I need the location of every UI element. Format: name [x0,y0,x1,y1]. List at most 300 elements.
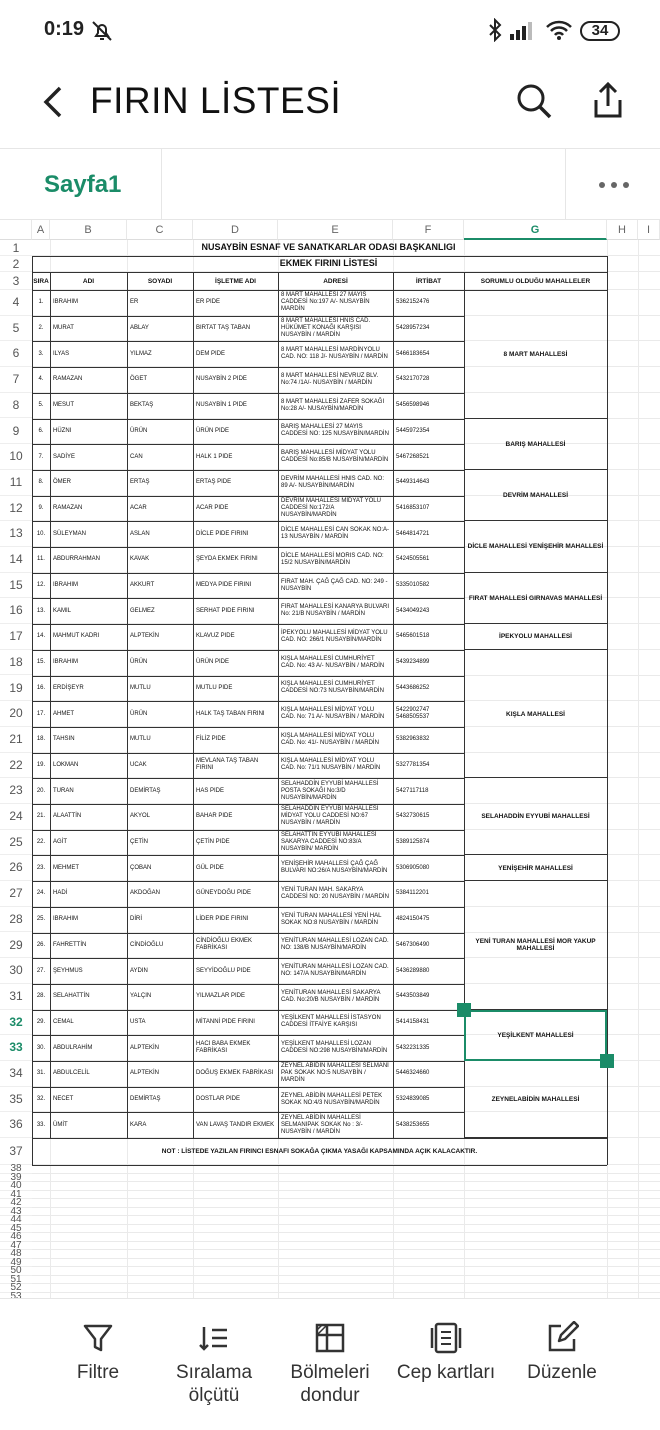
table-cell[interactable]: 8 MART MAHALLESİ NEVRUZ BLV. No:74 /1A/- NUSAYBİN / MARDİN [281,372,379,386]
table-cell[interactable]: 8 MART MAHALLESİ MARDİNYOLU CAD. NO: 118 J/- NUSAYBİN / MARDİN [281,347,388,361]
table-cell[interactable]: AKDOĞAN [130,890,161,897]
more-options-icon[interactable] [565,149,660,219]
table-cell[interactable]: HADİ [53,890,68,897]
table-cell[interactable]: HALK 1 PIDE [196,453,233,460]
table-cell[interactable]: 28. [36,993,46,1000]
neighborhood-cell[interactable]: SELAHADDİN EYYUBİ MAHALLESİ [481,813,590,821]
share-icon[interactable] [590,80,626,125]
table-cell[interactable]: 8 MART MAHALLESİ HNIS CAD. HÜKÜMET KONAĞI KARŞISI NUSAYBİN / MARDİN [281,318,371,339]
column-header-h[interactable]: H [607,220,638,240]
table-cell[interactable]: BARIŞ MAHALLESİ 27 MAYIS CADDESİ NO: 125 NUSAYBİN/MARDİN [281,424,389,438]
row-header[interactable]: 21 [0,727,32,753]
table-cell[interactable]: DOSTLAR PIDE [196,1096,241,1103]
table-cell[interactable]: 20. [36,787,46,794]
table-cell[interactable]: ÖGET [130,376,148,383]
table-cell[interactable]: GELMEZ [130,607,155,614]
table-cell[interactable]: ABLAY [130,325,149,332]
neighborhood-cell[interactable]: ZEYNELABİDİN MAHALLESİ [491,1096,580,1104]
table-cell[interactable]: IBRAHIM [53,916,79,923]
table-cell[interactable]: 5467268521 [396,453,430,460]
table-cell[interactable]: KIŞLA MAHALLESİ MİDYAT YOLU CAD. No: 71/1 NUSAYBİN / MARDİN [281,758,381,772]
table-cell[interactable]: ALPTEKİN [130,1044,160,1051]
table-cell[interactable]: 3. [38,350,44,357]
neighborhood-cell[interactable]: FIRAT MAHALLESİ GIRNAVAS MAHALLESİ [468,594,603,602]
table-cell[interactable]: 32. [36,1096,46,1103]
table-cell[interactable]: IBRAHIM [53,299,79,306]
table-cell[interactable]: FIRAT MAH. ÇAĞ ÇAĞ CAD. NO: 249 - NUSAYBİN [281,578,388,592]
table-cell[interactable]: 5416853107 [396,504,430,511]
neighborhood-cell[interactable]: YEŞİLKENT MAHALLESİ [497,1031,574,1039]
table-cell[interactable]: YEŞİLKENT MAHALLESİ LOZAN CADDESİ NO:298 NUSAYBİN/MARDİN [281,1041,388,1055]
table-cell[interactable]: MEDYA PIDE FIRINI [196,582,252,589]
row-header[interactable]: 5 [0,316,32,342]
table-cell[interactable]: KLAVUZ PIDE [196,633,235,640]
row-header[interactable]: 51 [0,1276,32,1285]
row-header[interactable]: 19 [0,676,32,702]
table-header-cell[interactable]: SORUMLU OLDUĞU MAHALLELER [480,277,591,285]
table-cell[interactable]: BEKTAŞ [130,402,154,409]
table-cell[interactable]: DEVRİM MAHALLESİ HNIS CAD. NO: 89 A/- NUSAYBİN/MARDİN [281,475,385,489]
pocket-cards-button[interactable] [386,1321,506,1384]
row-header[interactable]: 15 [0,573,32,599]
table-cell[interactable]: SEYYİDOĞLU PIDE [196,967,251,974]
row-header[interactable]: 1 [0,240,32,256]
row-header[interactable]: 3 [0,272,32,290]
table-cell[interactable]: 16. [36,684,46,691]
table-cell[interactable]: MEVLANA TAŞ TABAN FIRINI [196,758,259,772]
table-cell[interactable]: MURAT [53,325,74,332]
table-cell[interactable]: RAMAZAN [53,504,83,511]
table-cell[interactable]: DİCLE MAHALLESİ MORIS CAD. NO: 15/2 NUSAYBİN/MARDİN [281,552,384,566]
filter-button[interactable] [38,1321,158,1384]
table-cell[interactable]: AYDIN [130,967,148,974]
select-all-corner[interactable] [0,220,32,240]
row-header[interactable]: 12 [0,496,32,522]
row-header[interactable]: 39 [0,1174,32,1183]
table-cell[interactable]: YENİTURAN MAHALLESİ SAKARYA CAD. No:20/B NUSAYBİN / MARDİN [281,989,381,1003]
table-cell[interactable]: SELAHATTİN EYYUBİ MAHALLESİ SAKARYA CADDESİ NO:83/A NUSAYBİN/ MARDİN [281,832,377,853]
table-cell[interactable]: IBRAHIM [53,659,79,666]
table-cell[interactable]: CAN [130,453,143,460]
row-header[interactable]: 52 [0,1284,32,1293]
table-cell[interactable]: 31. [36,1070,46,1077]
table-cell[interactable]: 5384112201 [396,890,429,897]
table-cell[interactable]: LOKMAN [53,761,79,768]
table-cell[interactable]: VAN LAVAŞ TANDIR EKMEK [196,1121,275,1128]
table-cell[interactable]: SELAHADDİN EYYUBİ MAHALLESİ MİDYAT YOLU CADDESİ NO:67 NUSAYBİN / MARDİN [281,806,379,827]
table-cell[interactable]: ABDULCELİL [53,1070,90,1077]
table-cell[interactable]: 8. [38,479,44,486]
table-cell[interactable]: 18. [36,736,46,743]
table-cell[interactable]: ZEYNEL ABİDİN MAHALLESİ SELMANIPAK SOKAK No : 3/- NUSAYBİN / MARDİN [281,1114,363,1135]
table-cell[interactable]: ILYAS [53,350,70,357]
table-cell[interactable]: YALÇIN [130,993,152,1000]
table-cell[interactable]: 27. [36,967,46,974]
neighborhood-cell[interactable]: İPEKYOLU MAHALLESİ [499,633,572,641]
table-cell[interactable]: DOĞUŞ EKMEK FABRİKASI [196,1070,274,1077]
row-header[interactable]: 34 [0,1061,32,1087]
table-border [32,573,464,574]
table-cell[interactable]: 5414158431 [396,1018,430,1025]
neighborhood-cell[interactable]: 8 MART MAHALLESİ [503,350,568,358]
table-cell[interactable]: 5456598946 [396,402,430,409]
table-cell[interactable]: MAHMUT KADRI [53,633,100,640]
table-cell[interactable]: YENİ TURAN MAH. SAKARYA CADDESİ NO: 20 NUSAYBİN / MARDİN [281,886,389,900]
table-cell[interactable]: ER PIDE [196,299,221,306]
column-header-f[interactable]: F [393,220,464,240]
table-cell[interactable]: 10. [36,530,46,537]
table-cell[interactable]: 5445972354 [396,427,430,434]
table-cell[interactable]: ÇOBAN [130,864,152,871]
table-cell[interactable]: 5335010582 [396,582,430,589]
table-cell[interactable]: FİLİZ PIDE [196,736,226,743]
table-cell[interactable]: DİCLE PIDE FIRINI [196,530,249,537]
row-header[interactable]: 37 [0,1138,32,1165]
table-cell[interactable]: NECET [53,1096,74,1103]
table-cell[interactable]: 5438253655 [396,1121,430,1128]
row-header[interactable]: 28 [0,907,32,933]
row-header[interactable]: 4 [0,290,32,316]
table-cell[interactable]: ŞEYHMUS [53,967,83,974]
table-cell[interactable]: GÜL PIDE [196,864,224,871]
table-cell[interactable]: LİDER PIDE FIRINI [196,916,249,923]
table-cell[interactable]: YENİŞEHİR MAHALLESİ ÇAĞ ÇAĞ BULVARI NO:26/A NUSAYBİN/MARDİN [281,861,388,875]
table-cell[interactable]: ALPTEKİN [130,1070,160,1077]
table-border [32,881,464,882]
neighborhood-cell[interactable]: YENİ TURAN MAHALLESİ MOR YAKUP MAHALLESİ [475,938,596,953]
table-header-cell[interactable]: İRTİBAT [415,277,442,285]
table-cell[interactable]: DİCLE MAHALLESİ CAN SOKAK NO:A-13 NUSAYBİN / MARDİN [281,527,390,541]
table-cell[interactable]: 5432170728 [396,376,430,383]
table-cell[interactable]: HALK TAŞ TABAN FIRINI [196,710,265,717]
table-cell[interactable]: ÜRÜN [130,427,148,434]
row-header[interactable]: 31 [0,984,32,1010]
table-cell[interactable]: 5443686252 [396,684,430,691]
row-header[interactable]: 47 [0,1242,32,1251]
row-header[interactable]: 11 [0,470,32,496]
table-cell[interactable]: ALPTEKİN [130,633,160,640]
row-header[interactable]: 20 [0,701,32,727]
table-cell[interactable]: KARA [130,1121,147,1128]
table-cell[interactable]: 26. [36,941,46,948]
table-cell[interactable]: SELAHADDİN EYYUBİ MAHALLESİ POSTA SOKAĞI No:3/D NUSAYBİN/MARDİN [281,780,379,801]
table-cell[interactable]: ÜRÜN PIDE [196,427,230,434]
row-header[interactable]: 13 [0,521,32,547]
table-cell[interactable]: 5324839085 [396,1096,430,1103]
row-header[interactable]: 17 [0,624,32,650]
table-cell[interactable]: 5443503849 [396,993,430,1000]
edit-button[interactable] [502,1321,622,1384]
sheet-title-1: NUSAYBİN ESNAF VE SANATKARLAR ODASI BAŞKANLIGI [201,242,456,252]
table-cell[interactable]: 17. [36,710,46,717]
table-cell[interactable]: 5. [38,402,44,409]
table-cell[interactable]: CİNDİOĞLU EKMEK FABRİKASI [196,938,253,952]
table-cell[interactable]: DEVRİM MAHALLESİ MİDYAT YOLU CADDESİ No:172/A NUSAYBİN/MARDİN [281,497,381,518]
table-cell[interactable]: FAHRETTİN [53,941,87,948]
table-cell[interactable]: ZEYNEL ABİDİN MAHALLESİ SELMANİ PAK SOKAK NO:5 NUSAYBİN / MARDİN [281,1063,389,1084]
table-cell[interactable]: DİRİ [130,916,142,923]
column-header-d[interactable]: D [193,220,278,240]
column-header-c[interactable]: C [127,220,193,240]
table-cell[interactable]: 22. [36,839,46,846]
table-cell[interactable]: ABDURRAHMAN [53,556,101,563]
table-cell[interactable]: 19. [36,761,46,768]
table-cell[interactable]: 9. [38,504,44,511]
table-cell[interactable]: ERTAŞ [130,479,150,486]
table-cell[interactable]: 4824150475 [396,916,430,923]
table-cell[interactable]: 12. [36,582,46,589]
table-cell[interactable]: 7. [38,453,44,460]
table-cell[interactable]: ÜRÜN [130,710,148,717]
table-cell[interactable]: AHMET [53,710,74,717]
table-cell[interactable]: ÖMER [53,479,71,486]
row-header[interactable]: 48 [0,1250,32,1259]
row-header[interactable]: 36 [0,1112,32,1138]
table-cell[interactable]: 5389125874 [396,839,430,846]
table-header-cell[interactable]: ADI [82,277,95,285]
table-cell[interactable]: TAHSIN [53,736,75,743]
table-cell[interactable]: FIRAT MAHALLESİ KANARYA BULVARI No: 21/B NUSAYBİN / MARDİN [281,604,390,618]
table-cell[interactable]: BAHAR PIDE [196,813,233,820]
table-cell[interactable]: 24. [36,890,46,897]
table-cell[interactable]: 15. [36,659,46,666]
row-header[interactable]: 32 [0,1010,32,1036]
table-cell[interactable]: IBRAHIM [53,582,79,589]
table-header-cell[interactable]: İŞLETME ADI [215,277,256,285]
neighborhood-cell[interactable]: DİCLE MAHALLESİ YENİŞEHİR MAHALLESİ [467,543,604,551]
table-border [32,984,464,985]
row-header[interactable]: 43 [0,1208,32,1217]
row-header[interactable]: 26 [0,855,32,881]
row-header[interactable]: 49 [0,1259,32,1268]
table-cell[interactable]: 5422902747 5468505537 [396,707,430,721]
table-cell[interactable]: ÜRÜN PIDE [196,659,230,666]
table-cell[interactable]: TURAN [53,787,74,794]
table-cell[interactable]: ZEYNEL ABİDİN MAHALLESİ PETEK SOKAK NO:4/3 NUSAYBİN/MARDİN [281,1092,383,1106]
table-cell[interactable]: 1. [38,299,44,306]
table-cell[interactable]: KAMIL [53,607,72,614]
table-cell[interactable]: MUTLU [130,736,151,743]
row-header[interactable]: 10 [0,444,32,470]
table-cell[interactable]: SELAHATTİN [53,993,90,1000]
table-border [32,855,464,856]
table-cell[interactable]: ÇETİN [130,839,148,846]
table-cell[interactable]: 5432231335 [396,1044,430,1051]
table-cell[interactable]: 4. [38,376,44,383]
table-cell[interactable]: 30. [36,1044,46,1051]
table-cell[interactable]: MUTLU PIDE [196,684,233,691]
table-cell[interactable]: 6. [38,427,44,434]
table-cell[interactable]: SADİYE [53,453,76,460]
row-header[interactable]: 35 [0,1087,32,1113]
table-cell[interactable]: HAS PIDE [196,787,225,794]
table-cell[interactable]: 23. [36,864,46,871]
table-cell[interactable]: AKYOL [130,813,151,820]
neighborhood-cell[interactable]: KIŞLA MAHALLESİ [506,710,565,718]
table-cell[interactable]: KIŞLA MAHALLESİ MİDYAT YOLU CAD. No: 41/- NUSAYBİN / MARDİN [281,732,379,746]
table-cell[interactable]: 5428957234 [396,325,430,332]
table-cell[interactable]: HACI BABA EKMEK FABRİKASI [196,1041,251,1055]
table-cell[interactable]: ŞEYDA EKMEK FIRINI [196,556,258,563]
table-cell[interactable]: ASLAN [130,530,150,537]
row-header[interactable]: 8 [0,393,32,419]
table-cell[interactable]: İPEKYOLU MAHALLESİ MİDYAT YOLU CAD. NO: 266/1 NUSAYBİN/MARDİN [281,629,388,643]
table-cell[interactable]: 5362152476 [396,299,430,306]
row-header[interactable]: 22 [0,753,32,779]
table-cell[interactable]: MEHMET [53,864,79,871]
row-header[interactable]: 6 [0,341,32,367]
row-header[interactable]: 18 [0,650,32,676]
spreadsheet-grid[interactable] [0,220,660,1298]
table-cell[interactable]: MUTLU [130,684,151,691]
column-header-a[interactable]: A [32,220,50,240]
row-header[interactable]: 40 [0,1182,32,1191]
table-cell[interactable]: 21. [36,813,46,820]
table-cell[interactable]: 5466183654 [396,350,430,357]
table-cell[interactable]: MİTANNİ PIDE FIRINI [196,1018,255,1025]
row-header[interactable]: 24 [0,804,32,830]
table-cell[interactable]: 5439234899 [396,659,430,666]
table-cell[interactable]: AKKURT [130,582,155,589]
table-cell[interactable]: 5467306490 [396,941,430,948]
table-cell[interactable]: YILMAZLAR PIDE [196,993,246,1000]
table-cell[interactable]: SÜLEYMAN [53,530,87,537]
table-cell[interactable]: 29. [36,1018,46,1025]
table-cell[interactable]: BARIŞ MAHALLESİ MİDYAT YOLU CADDESİ No:85/B NUSAYBİN/MARDİN [281,450,389,464]
table-cell[interactable]: 5432730615 [396,813,430,820]
column-header-g[interactable]: G [464,220,607,240]
table-cell[interactable]: YEŞİLKENT MAHALLESİ İSTASYON CADDESİ İTFAİYE KARŞISI [281,1015,381,1029]
table-cell[interactable]: GÜNEYDOĞU PIDE [196,890,252,897]
row-header[interactable]: 9 [0,419,32,445]
table-cell[interactable]: 5464814721 [396,530,430,537]
row-header[interactable]: 42 [0,1199,32,1208]
table-cell[interactable]: 5306905080 [396,864,430,871]
table-cell[interactable]: 5436289880 [396,967,430,974]
table-cell[interactable]: KIŞLA MAHALLESİ CUMHURİYET CADDESİ NO:73 NUSAYBİN/MARDİN [281,681,384,695]
table-cell[interactable]: 2. [38,325,44,332]
row-header[interactable]: 33 [0,1035,32,1061]
table-cell[interactable]: ALAATTİN [53,813,82,820]
selection-handle-top[interactable] [457,1003,471,1017]
row-header[interactable]: 53 [0,1293,32,1298]
cell-selection[interactable] [464,1010,607,1061]
table-header-cell[interactable]: ADRESİ [323,277,348,285]
row-header[interactable]: 38 [0,1165,32,1174]
table-cell[interactable]: KAVAK [130,556,150,563]
table-cell[interactable]: DEMİRTAŞ [130,787,161,794]
table-cell[interactable]: MESUT [53,402,74,409]
row-header[interactable]: 27 [0,881,32,907]
table-cell[interactable]: ÇETİN PIDE [196,839,230,846]
table-cell[interactable]: 5449314643 [396,479,430,486]
table-cell[interactable]: 5465601518 [396,633,430,640]
row-header[interactable]: 46 [0,1233,32,1242]
table-cell[interactable]: ACAR PIDE [196,504,229,511]
table-cell[interactable]: ER [130,299,139,306]
table-header-cell[interactable]: SOYADI [147,277,173,285]
table-cell[interactable]: NUSAYBİN 1 PIDE [196,402,247,409]
table-cell[interactable]: USTA [130,1018,146,1025]
table-cell[interactable]: 5434049243 [396,607,430,614]
table-cell[interactable]: ERTAŞ PIDE [196,479,232,486]
freeze-panes-button[interactable] [270,1321,390,1407]
table-cell[interactable]: YENİTURAN MAHALLESİ LOZAN CAD. NO: 147/A NUSAYBİN/MARDİN [281,964,389,978]
table-cell[interactable]: RAMAZAN [53,376,83,383]
table-cell[interactable]: ACAR [130,504,147,511]
row-header[interactable]: 29 [0,933,32,959]
table-cell[interactable]: YENİ TURAN MAHALLESİ YENİ HAL SOKAK NO:8 NUSAYBİN / MARDİN [281,912,382,926]
table-cell[interactable]: 8 MART MAHALLESİ ZAFER SOKAĞI No:28 A/- NUSAYBİN/MARDİN [281,398,385,412]
table-cell[interactable]: 5427117118 [396,787,429,794]
selection-handle-bottom[interactable] [600,1054,614,1068]
table-cell[interactable]: ABDULRAHİM [53,1044,93,1051]
row-header[interactable]: 2 [0,256,32,272]
search-icon[interactable] [515,82,553,125]
filter-icon [81,1321,115,1355]
table-cell[interactable]: CEMAL [53,1018,74,1025]
table-cell[interactable]: 5446324660 [396,1070,430,1077]
table-cell[interactable]: ÜMİT [53,1121,68,1128]
row-header[interactable]: 41 [0,1191,32,1200]
table-cell[interactable]: 8 MART MAHALLESİ 27 MAYIS CADDESİ No:197 A/- NUSAYBİN MARDİN [281,292,370,313]
row-header[interactable]: 23 [0,778,32,804]
neighborhood-cell[interactable]: YENİŞEHİR MAHALLESİ [498,864,573,872]
table-cell[interactable]: BIRTAT TAŞ TABAN [196,325,251,332]
table-cell[interactable]: 14. [36,633,46,640]
table-cell[interactable]: 5327781354 [396,761,430,768]
row-header[interactable]: 44 [0,1216,32,1225]
table-cell[interactable]: AGİT [53,839,68,846]
table-cell[interactable]: CİNDİOĞLU [130,941,164,948]
row-header[interactable]: 50 [0,1267,32,1276]
row-header[interactable]: 16 [0,598,32,624]
table-cell[interactable]: KIŞLA MAHALLESİ CUMHURİYET CAD. No: 43 A/- NUSAYBİN / MARDİN [281,655,385,669]
back-arrow-icon[interactable] [38,82,68,127]
row-header[interactable]: 7 [0,367,32,393]
table-cell[interactable]: 5424505561 [396,556,430,563]
table-header-cell[interactable]: SIRA [33,277,49,285]
table-cell[interactable]: 33. [36,1121,46,1128]
table-cell[interactable]: 5382963832 [396,736,430,743]
row-header[interactable]: 45 [0,1225,32,1234]
row-header[interactable]: 14 [0,547,32,573]
column-header-e[interactable]: E [278,220,393,240]
neighborhood-cell[interactable]: BARIŞ MAHALLESİ [505,440,566,448]
row-header[interactable]: 30 [0,958,32,984]
table-cell[interactable]: 13. [36,607,46,614]
table-cell[interactable]: 11. [37,556,45,563]
sheet-tab-sayfa1[interactable] [0,149,162,219]
sort-button[interactable] [154,1321,274,1407]
table-cell[interactable]: DEM PIDE [196,350,226,357]
table-cell[interactable]: SERHAT PIDE FIRINI [196,607,255,614]
table-cell[interactable]: HÜZNI [53,427,72,434]
row-header[interactable]: 25 [0,830,32,856]
table-cell[interactable]: NUSAYBİN 2 PIDE [196,376,247,383]
table-cell[interactable]: DEMİRTAŞ [130,1096,161,1103]
column-header-b[interactable]: B [50,220,127,240]
table-cell[interactable]: KIŞLA MAHALLESİ MİDYAT YOLU CAD. No: 71 A/- NUSAYBİN / MARDİN [281,707,385,721]
column-header-i[interactable]: I [638,220,660,240]
table-cell[interactable]: YENİTURAN MAHALLESİ LOZAN CAD. NO: 138/B NUSAYBİN/MARDİN [281,938,389,952]
table-cell[interactable]: ÜRÜN [130,659,148,666]
neighborhood-cell[interactable]: DEVRİM MAHALLESİ [503,492,568,500]
table-cell[interactable]: UCAK [130,761,147,768]
table-cell[interactable]: YILMAZ [130,350,152,357]
table-cell[interactable]: 25. [36,916,46,923]
table-cell[interactable]: ERDİŞEYR [53,684,84,691]
